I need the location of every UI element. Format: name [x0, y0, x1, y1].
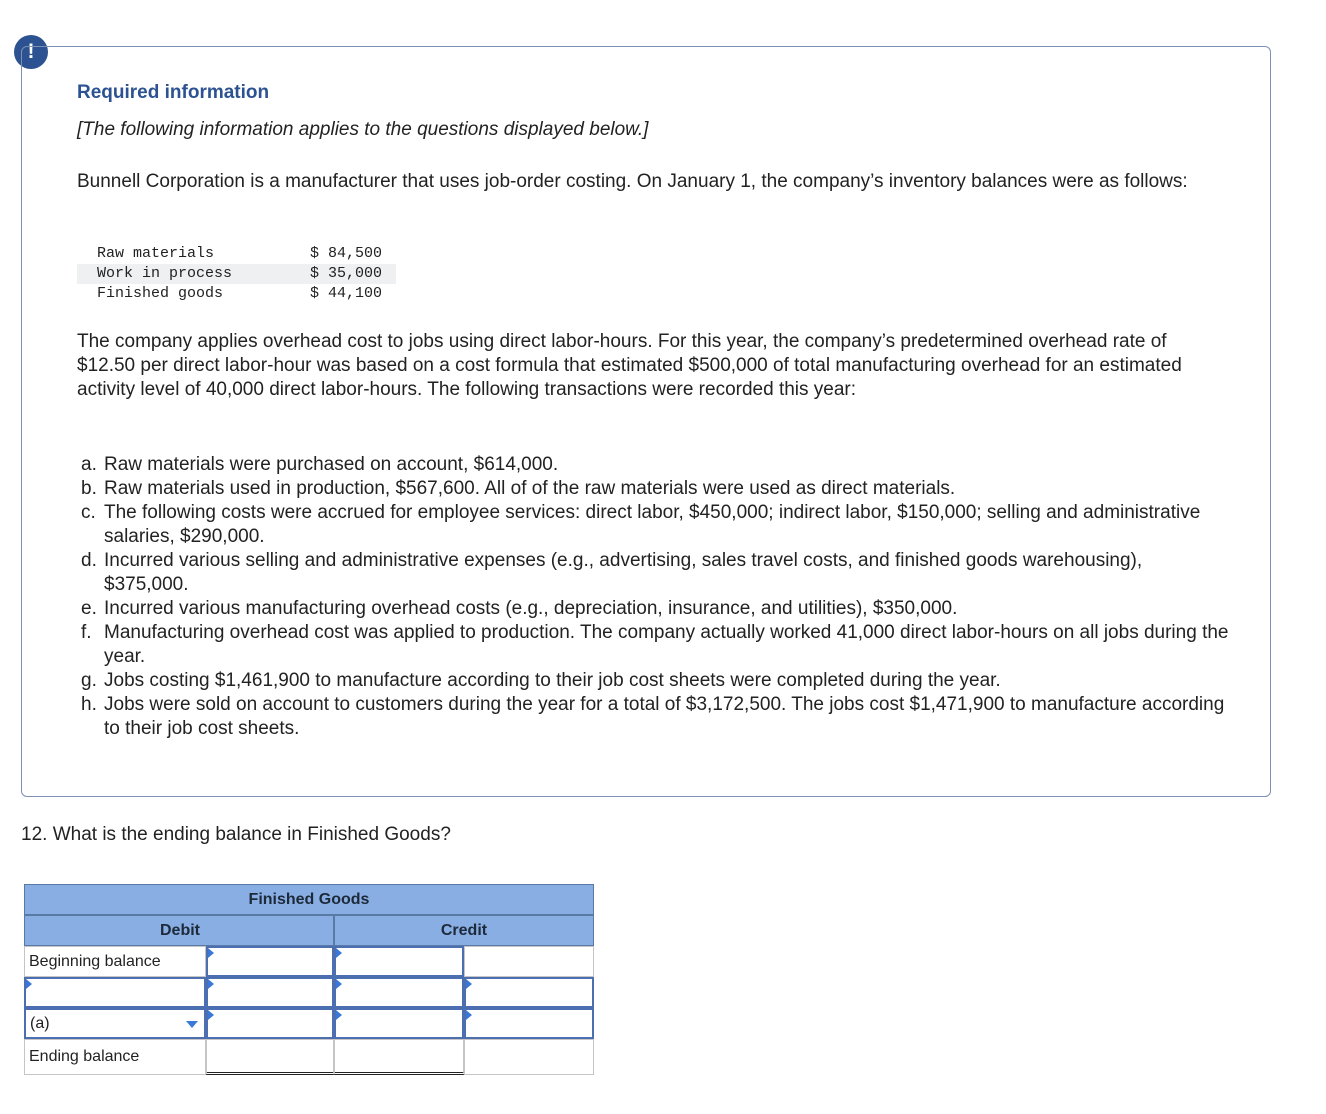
entry-debit-amount-input[interactable]	[206, 977, 334, 1008]
transaction-letter: h.	[81, 694, 97, 715]
transaction-text: The following costs were accrued for employee services: direct labor, $450,000; indirect labor, $150,000; selling and administrative salaries, $290,000.	[104, 502, 1201, 547]
question-text: 12. What is the ending balance in Finished Goods?	[21, 824, 451, 845]
transaction-letter: d.	[81, 550, 97, 571]
inventory-row	[77, 244, 396, 264]
info-subtitle: [The following information applies to the questions displayed below.]	[77, 119, 649, 140]
transaction-letter: b.	[81, 478, 97, 499]
inventory-amount: $ 84,500	[310, 245, 383, 262]
ending-balance-label: Ending balance	[24, 1039, 206, 1075]
required-information-title: Required information	[77, 82, 270, 103]
debit-header: Debit	[24, 915, 334, 946]
transaction-select-value: (a)	[30, 1015, 50, 1032]
transaction-a-credit-amount-input[interactable]	[464, 1008, 594, 1039]
transaction-letter: c.	[81, 502, 96, 523]
transaction-text: Incurred various selling and administrative expenses (e.g., advertising, sales travel costs, and finished goods warehousing), $375,000.	[104, 550, 1143, 595]
inventory-label: Finished goods	[97, 285, 224, 302]
inventory-label: Work in process	[77, 264, 232, 284]
transaction-letter: g.	[81, 670, 97, 691]
beginning-balance-credit-amount	[464, 946, 594, 977]
transaction-item	[81, 669, 1231, 693]
transactions-list	[81, 453, 1231, 741]
transaction-item	[81, 453, 1231, 477]
intro-paragraph: Bunnell Corporation is a manufacturer that uses job-order costing. On January 1, the company’s inventory balances were as follows:	[77, 171, 1188, 192]
transaction-item	[81, 549, 1231, 597]
overhead-paragraph: The company applies overhead cost to jobs using direct labor-hours. For this year, the company’s predetermined overhead rate of $12.50 per direct labor-hour was based on a cost formula that estimated $500,000 of total manufacturing overhead for an estimated activity level of 40,000 direct labor-hours. The following transactions were recorded this year:	[77, 331, 1182, 400]
transaction-item	[81, 621, 1231, 669]
entry-credit-label-input[interactable]	[334, 977, 464, 1008]
transaction-text: Jobs costing $1,461,900 to manufacture according to their job cost sheets were completed during the year.	[104, 670, 1001, 691]
transaction-item	[81, 597, 1231, 621]
transaction-item	[81, 693, 1231, 741]
t-account-title: Finished Goods	[24, 884, 594, 915]
beginning-balance-credit-label-input[interactable]	[334, 946, 464, 977]
entry-debit-label-input[interactable]	[24, 977, 206, 1008]
transaction-text: Incurred various manufacturing overhead costs (e.g., depreciation, insurance, and utilities), $350,000.	[104, 598, 958, 619]
transaction-letter: f.	[81, 622, 92, 643]
transaction-letter: e.	[81, 598, 97, 619]
entry-credit-amount-input[interactable]	[464, 977, 594, 1008]
ending-balance-debit-input[interactable]	[206, 1039, 334, 1075]
beginning-balance-debit-input[interactable]	[206, 946, 334, 977]
transaction-text: Raw materials were purchased on account, $614,000.	[104, 454, 559, 475]
transaction-text: Jobs were sold on account to customers during the year for a total of $3,172,500. The jobs cost $1,471,900 to manufacture according to their job cost sheets.	[104, 694, 1225, 739]
credit-header: Credit	[334, 915, 594, 946]
transaction-item	[81, 477, 1231, 501]
inventory-label: Raw materials	[97, 245, 215, 262]
ending-balance-credit-amount	[464, 1039, 594, 1075]
inventory-amount: $ 44,100	[310, 285, 383, 302]
inventory-balances-table	[77, 244, 396, 304]
inventory-amount: $ 35,000	[232, 264, 396, 284]
finished-goods-t-account	[24, 884, 594, 1075]
transaction-item	[81, 501, 1231, 549]
transaction-select[interactable]	[24, 1008, 206, 1039]
beginning-balance-label: Beginning balance	[24, 946, 206, 977]
exclamation-icon: !	[14, 35, 48, 69]
inventory-row	[77, 264, 396, 284]
transaction-a-debit-input[interactable]	[206, 1008, 334, 1039]
ending-balance-credit-label	[334, 1039, 464, 1075]
transaction-letter: a.	[81, 454, 97, 475]
transaction-text: Raw materials used in production, $567,600. All of of the raw materials were used as direct materials.	[104, 478, 956, 499]
transaction-a-credit-label-input[interactable]	[334, 1008, 464, 1039]
inventory-row	[77, 284, 396, 304]
transaction-text: Manufacturing overhead cost was applied to production. The company actually worked 41,000 direct labor-hours on all jobs during the year.	[104, 622, 1229, 667]
